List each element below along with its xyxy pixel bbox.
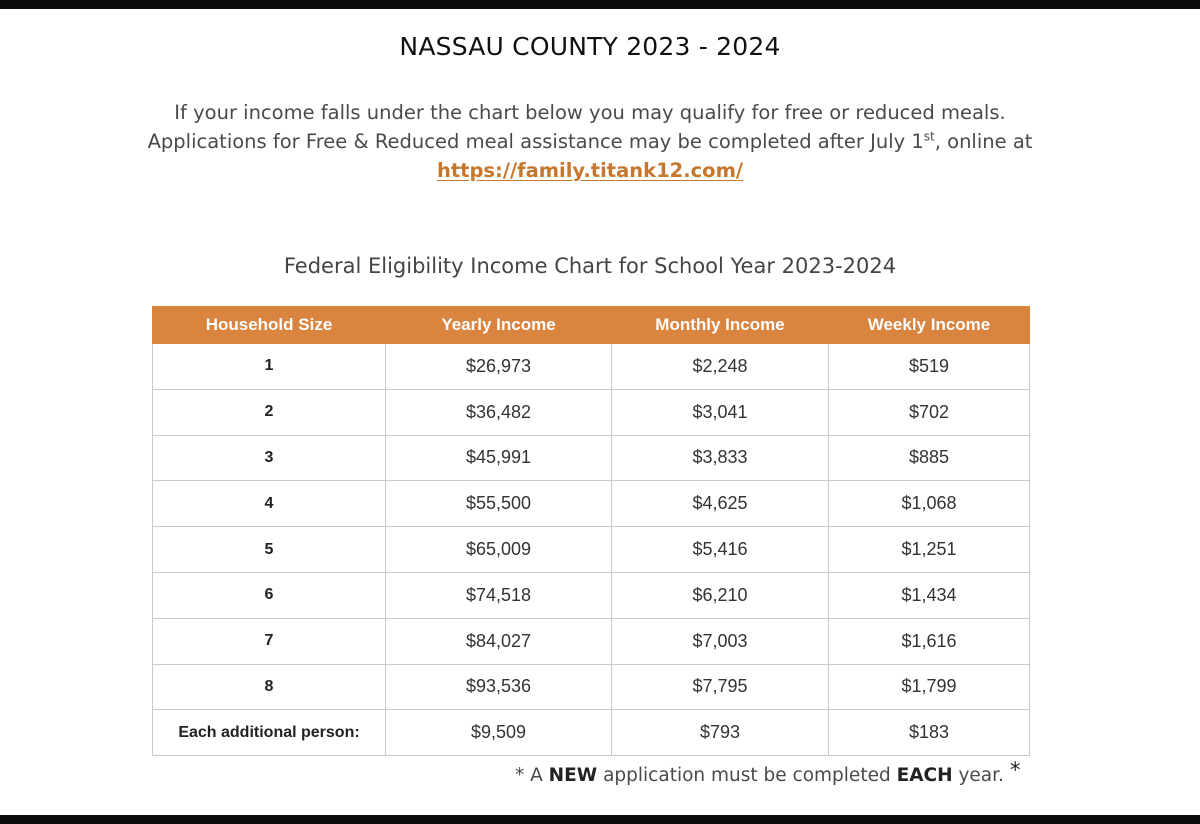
household-size-cell: 2 xyxy=(153,389,386,435)
yearly-income-cell: $55,500 xyxy=(386,481,612,527)
yearly-income-cell: $45,991 xyxy=(386,435,612,481)
footnote-star: * xyxy=(1009,758,1021,782)
weekly-income-cell: $1,251 xyxy=(829,527,1030,573)
weekly-income-cell: $183 xyxy=(829,710,1030,756)
yearly-income-cell: $74,518 xyxy=(386,572,612,618)
yearly-income-cell: $93,536 xyxy=(386,664,612,710)
top-border-bar xyxy=(0,0,1200,9)
monthly-income-cell: $3,833 xyxy=(612,435,829,481)
intro-line-1: If your income falls under the chart below you may qualify for free or reduced meals. xyxy=(174,101,1006,124)
income-eligibility-table xyxy=(152,306,1030,756)
yearly-income-cell: $65,009 xyxy=(386,527,612,573)
application-link[interactable]: https://family.titank12.com/ xyxy=(436,159,744,182)
table-row xyxy=(153,389,1030,435)
weekly-income-cell: $1,799 xyxy=(829,664,1030,710)
household-size-cell: 5 xyxy=(153,527,386,573)
household-size-cell: 4 xyxy=(153,481,386,527)
weekly-income-cell: $1,068 xyxy=(829,481,1030,527)
household-size-cell: Each additional person: xyxy=(153,710,386,756)
monthly-income-cell: $6,210 xyxy=(612,572,829,618)
ordinal-suffix: st xyxy=(923,129,935,144)
table-row-additional-person xyxy=(153,710,1030,756)
bottom-border-bar xyxy=(0,815,1200,824)
footnote-prefix: * A xyxy=(515,765,549,786)
monthly-income-cell: $7,003 xyxy=(612,618,829,664)
household-size-cell: 1 xyxy=(153,344,386,390)
yearly-income-cell: $84,027 xyxy=(386,618,612,664)
intro-line-2-end: , online at xyxy=(934,130,1033,153)
page-title: NASSAU COUNTY 2023 - 2024 xyxy=(399,32,781,61)
monthly-income-cell: $7,795 xyxy=(612,664,829,710)
table-row xyxy=(153,572,1030,618)
intro-text xyxy=(0,98,1180,185)
table-row xyxy=(153,618,1030,664)
footnote-middle: application must be completed xyxy=(597,765,897,786)
header-yearly-income: Yearly Income xyxy=(386,307,612,344)
household-size-cell: 8 xyxy=(153,664,386,710)
header-household-size: Household Size xyxy=(153,307,386,344)
header-weekly-income: Weekly Income xyxy=(829,307,1030,344)
household-size-cell: 7 xyxy=(153,618,386,664)
household-size-cell: 6 xyxy=(153,572,386,618)
footnote-new: NEW xyxy=(548,765,598,786)
yearly-income-cell: $9,509 xyxy=(386,710,612,756)
chart-title: Federal Eligibility Income Chart for School Year 2023-2024 xyxy=(283,254,897,278)
household-size-cell: 3 xyxy=(153,435,386,481)
table-row xyxy=(153,664,1030,710)
monthly-income-cell: $5,416 xyxy=(612,527,829,573)
header-monthly-income: Monthly Income xyxy=(612,307,829,344)
footnote-suffix: year. xyxy=(952,765,1004,786)
table-row xyxy=(153,344,1030,390)
intro-line-2-text: Applications for Free & Reduced meal assistance may be completed after July 1 xyxy=(147,130,924,153)
table-row xyxy=(153,527,1030,573)
weekly-income-cell: $519 xyxy=(829,344,1030,390)
intro-line-2 xyxy=(0,127,1180,156)
yearly-income-cell: $36,482 xyxy=(386,389,612,435)
weekly-income-cell: $702 xyxy=(829,389,1030,435)
table-header-row xyxy=(153,307,1030,344)
footnote xyxy=(515,758,1021,786)
intro-line-3 xyxy=(0,156,1180,185)
footnote-each: EACH xyxy=(896,765,953,786)
monthly-income-cell: $793 xyxy=(612,710,829,756)
table-row xyxy=(153,435,1030,481)
monthly-income-cell: $2,248 xyxy=(612,344,829,390)
weekly-income-cell: $885 xyxy=(829,435,1030,481)
weekly-income-cell: $1,434 xyxy=(829,572,1030,618)
monthly-income-cell: $4,625 xyxy=(612,481,829,527)
table-row xyxy=(153,481,1030,527)
weekly-income-cell: $1,616 xyxy=(829,618,1030,664)
yearly-income-cell: $26,973 xyxy=(386,344,612,390)
monthly-income-cell: $3,041 xyxy=(612,389,829,435)
